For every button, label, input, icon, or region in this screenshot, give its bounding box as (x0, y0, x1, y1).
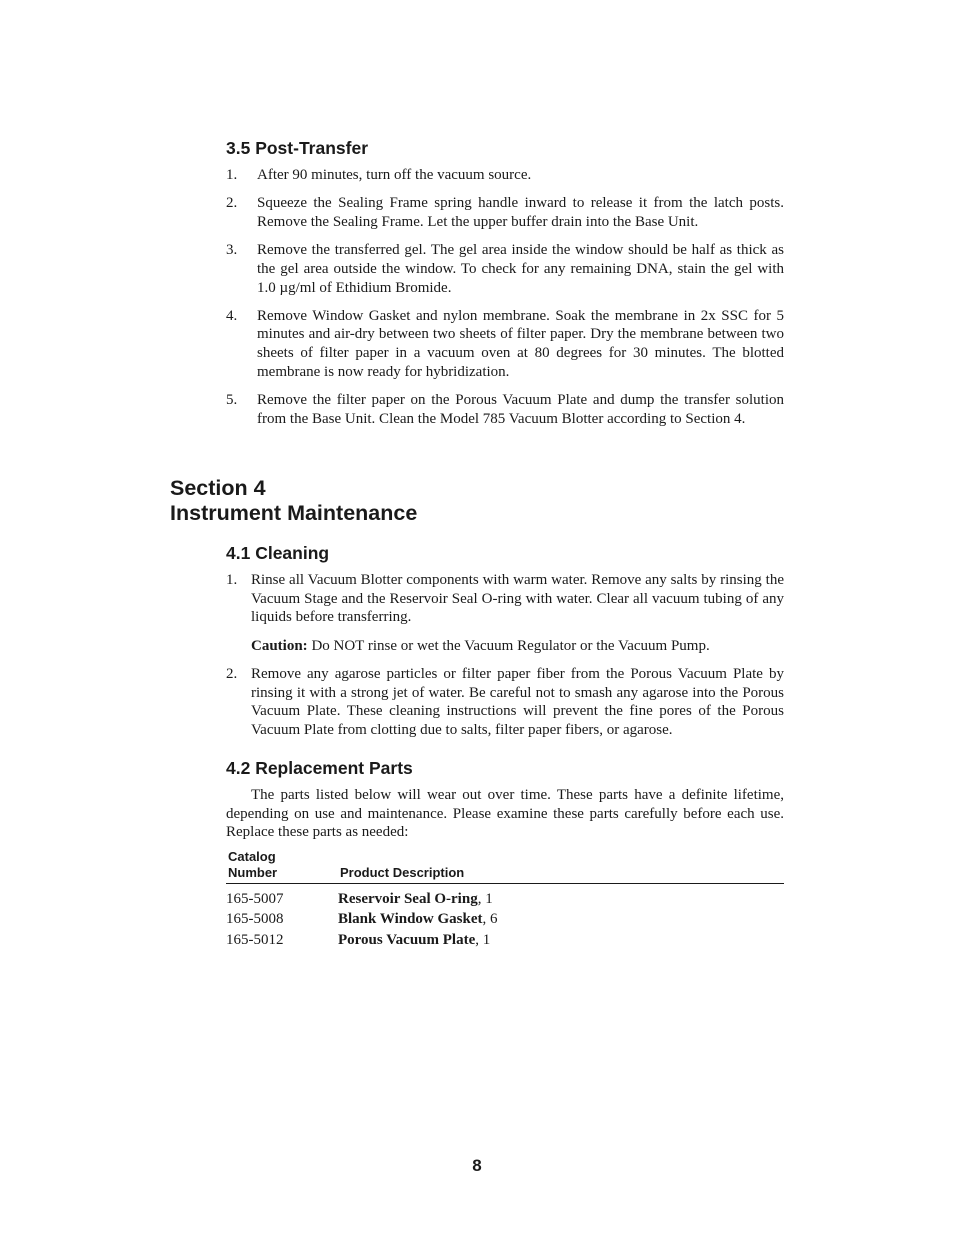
step-text: Remove the filter paper on the Porous Vacuum Plate and dump the transfer solution from the Base Unit. Clean the Model 785 Vacuum Blotter according to Section 4. (257, 392, 784, 427)
column-header-catalog-line2: Number (228, 865, 278, 880)
product-quantity: , 6 (482, 911, 498, 928)
product-description-cell (338, 909, 784, 930)
table-row (226, 909, 784, 930)
replacement-parts-intro: The parts listed below will wear out over time. These parts have a definite lifetime, depending on use and maintenance. Please examine these parts carefully before each use. Replace these parts as needed: (226, 787, 784, 841)
list-item (226, 241, 784, 297)
step-text: Remove Window Gasket and nylon membrane. Soak the membrane in 2x SSC for 5 minutes and air-dry between two sheets of filter paper. Dry the membrane between two sheets of filter paper in a vacuum oven at 80 degrees for 30 minutes. The blotted membrane is now ready for hybridization. (257, 307, 784, 380)
product-name: Reservoir Seal O-ring (338, 890, 478, 907)
list-item (226, 391, 784, 428)
list-item (226, 166, 784, 185)
step-number: 5. (226, 392, 238, 409)
table-row (226, 884, 784, 909)
product-quantity: , 1 (475, 931, 491, 948)
step-number: 2. (226, 665, 238, 682)
page-number: 8 (472, 1156, 482, 1175)
cleaning-heading: 4.1 Cleaning (226, 543, 330, 563)
list-item (226, 307, 784, 382)
caution-text: Do NOT rinse or wet the Vacuum Regulator or the Vacuum Pump. (307, 637, 710, 654)
cleaning-steps (226, 571, 784, 740)
product-description-cell (338, 884, 784, 909)
column-header-catalog (226, 849, 338, 884)
list-item (226, 571, 784, 627)
post-transfer-heading: 3.5 Post-Transfer (226, 138, 368, 158)
replacement-parts-heading: 4.2 Replacement Parts (226, 758, 413, 778)
step-text: After 90 minutes, turn off the vacuum source. (257, 167, 532, 183)
product-quantity: , 1 (477, 890, 493, 907)
step-number: 1. (226, 167, 238, 183)
product-name: Porous Vacuum Plate (338, 931, 476, 948)
product-name: Blank Window Gasket (338, 911, 483, 928)
replacement-parts-table (226, 849, 784, 950)
catalog-number-cell: 165-5012 (226, 931, 284, 948)
step-text: Squeeze the Sealing Frame spring handle inward to release it from the latch posts. Remove the Sealing Frame. Let the upper buffer drain into the Base Unit. (257, 195, 784, 230)
step-text: Rinse all Vacuum Blotter components with warm water. Remove any salts by rinsing the Vacuum Stage and the Reservoir Seal O-ring with water. Clear all vacuum tubing of any liquids before transferring. (251, 572, 784, 626)
step-number: 1. (226, 572, 238, 588)
column-header-catalog-line1: Catalog (228, 849, 276, 864)
table-row (226, 929, 784, 950)
step-number: 4. (226, 307, 238, 324)
list-item (226, 194, 784, 231)
catalog-number-cell: 165-5007 (226, 890, 284, 907)
section-title-line2: Instrument Maintenance (170, 501, 418, 525)
step-text: Remove the transferred gel. The gel area inside the window should be half as thick as the gel area outside the window. To check for any remaining DNA, stain the gel with 1.0 µg/ml of Ethidium Bromide. (257, 242, 784, 296)
column-header-description: Product Description (338, 849, 784, 884)
section-title (170, 476, 417, 526)
table-header-row (226, 849, 784, 884)
step-text: Remove any agarose particles or filter paper fiber from the Porous Vacuum Plate by rinsing it with a strong jet of water. Be careful not to smash any agarose into the Porous Vacuum Plate. These cleaning instructions will prevent the fine pores of the Porous Vacuum Plate from clotting due to salts, filter paper fibers, or agarose. (251, 665, 784, 738)
section-title-line1: Section 4 (170, 476, 266, 500)
caution-note (251, 637, 784, 656)
product-description-cell (338, 929, 784, 950)
step-number: 3. (226, 242, 238, 259)
list-item (226, 665, 784, 740)
caution-label: Caution: (251, 637, 308, 654)
post-transfer-steps (226, 166, 784, 428)
step-number: 2. (226, 195, 238, 212)
catalog-number-cell: 165-5008 (226, 911, 284, 928)
